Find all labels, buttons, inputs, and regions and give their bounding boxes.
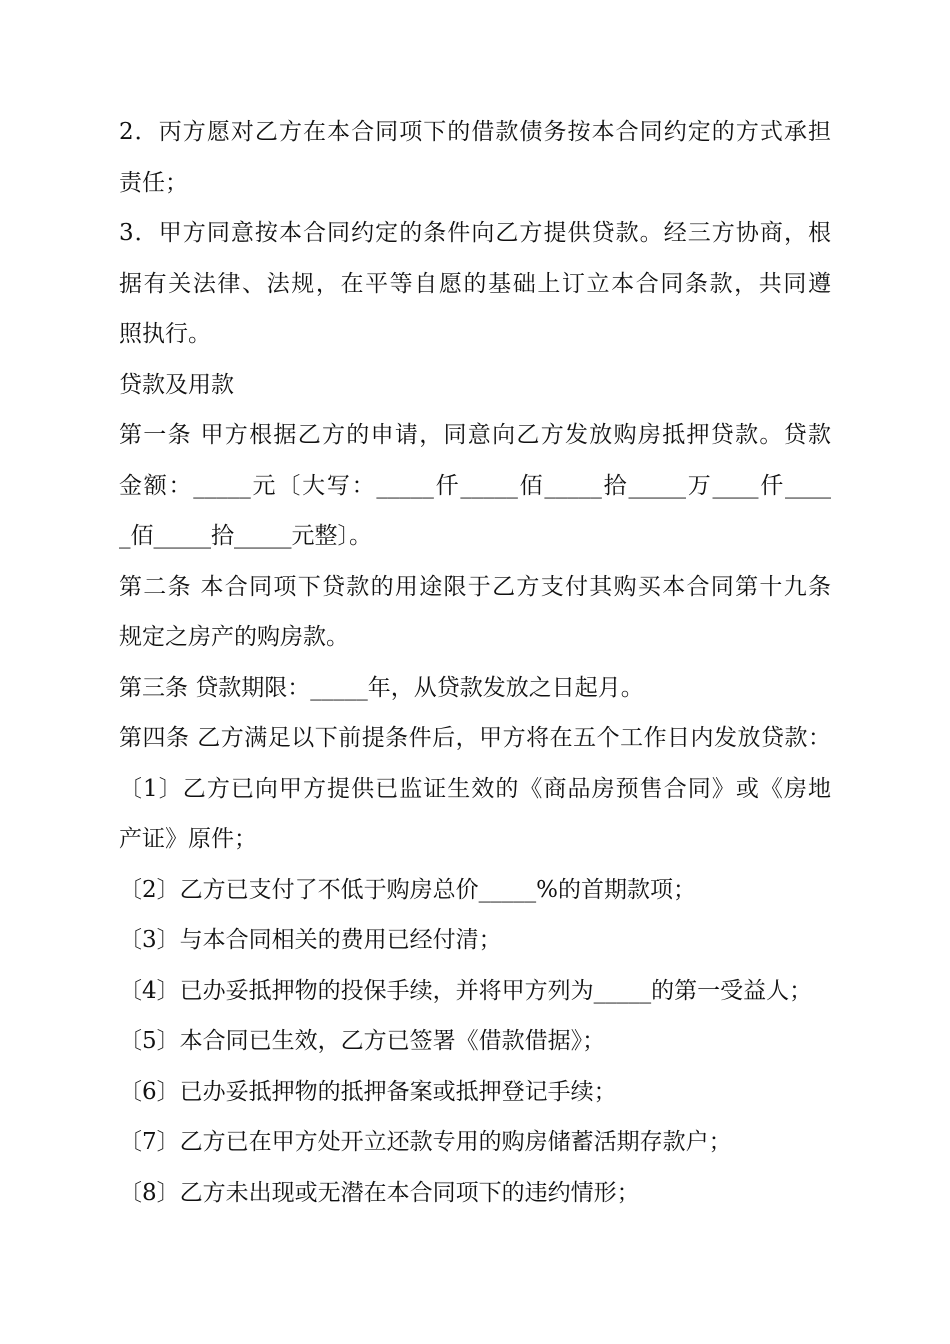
text-line: 〔6〕已办妥抵押物的抵押备案或抵押登记手续； <box>119 1078 617 1105</box>
section-heading: 贷款及用款 <box>119 371 234 398</box>
text-line: 〔1〕乙方已向甲方提供已监证生效的《商品房预售合同》或《房地 <box>119 775 831 802</box>
text-line: 照执行。 <box>119 321 211 347</box>
text-line: 2．丙方愿对乙方在本合同项下的借款债务按本合同约定的方式承担 <box>119 119 831 145</box>
text-line: 第二条 本合同项下贷款的用途限于乙方支付其购买本合同第十九条 <box>119 573 831 600</box>
text-line: 〔5〕本合同已生效，乙方已签署《借款借据》； <box>119 1028 606 1054</box>
text-line: 〔8〕乙方未出现或无潜在本合同项下的违约情形； <box>119 1179 640 1206</box>
text-line: 第四条 乙方满足以下前提条件后，甲方将在五个工作日内发放贷款： <box>119 725 831 751</box>
text-line: 〔2〕乙方已支付了不低于购房总价_____%的首期款项； <box>119 876 696 903</box>
text-line: 〔4〕已办妥抵押物的投保手续，并将甲方列为_____的第一受益人； <box>119 977 813 1004</box>
text-line: 3．甲方同意按本合同约定的条件向乙方提供贷款。经三方协商，根 <box>119 220 831 246</box>
text-line: 规定之房产的购房款。 <box>119 624 349 650</box>
text-line: 〔3〕与本合同相关的费用已经付清； <box>119 927 502 953</box>
text-line: 〔7〕乙方已在甲方处开立还款专用的购房储蓄活期存款户； <box>119 1129 732 1155</box>
text-line: 第一条 甲方根据乙方的申请，同意向乙方发放购房抵押贷款。贷款 <box>119 422 831 448</box>
text-line: 第三条 贷款期限：_____年，从贷款发放之日起月。 <box>119 674 644 701</box>
text-line: 产证》原件； <box>119 826 257 852</box>
text-line: 据有关法律、法规，在平等自愿的基础上订立本合同条款，共同遵 <box>119 270 831 297</box>
text-line: 责任； <box>119 169 188 196</box>
text-line: 金额：_____元〔大写：_____仟_____佰_____拾_____万____仟____ <box>119 472 831 499</box>
document-body <box>119 107 831 1218</box>
text-line: _佰_____拾_____元整〕。 <box>119 523 372 549</box>
